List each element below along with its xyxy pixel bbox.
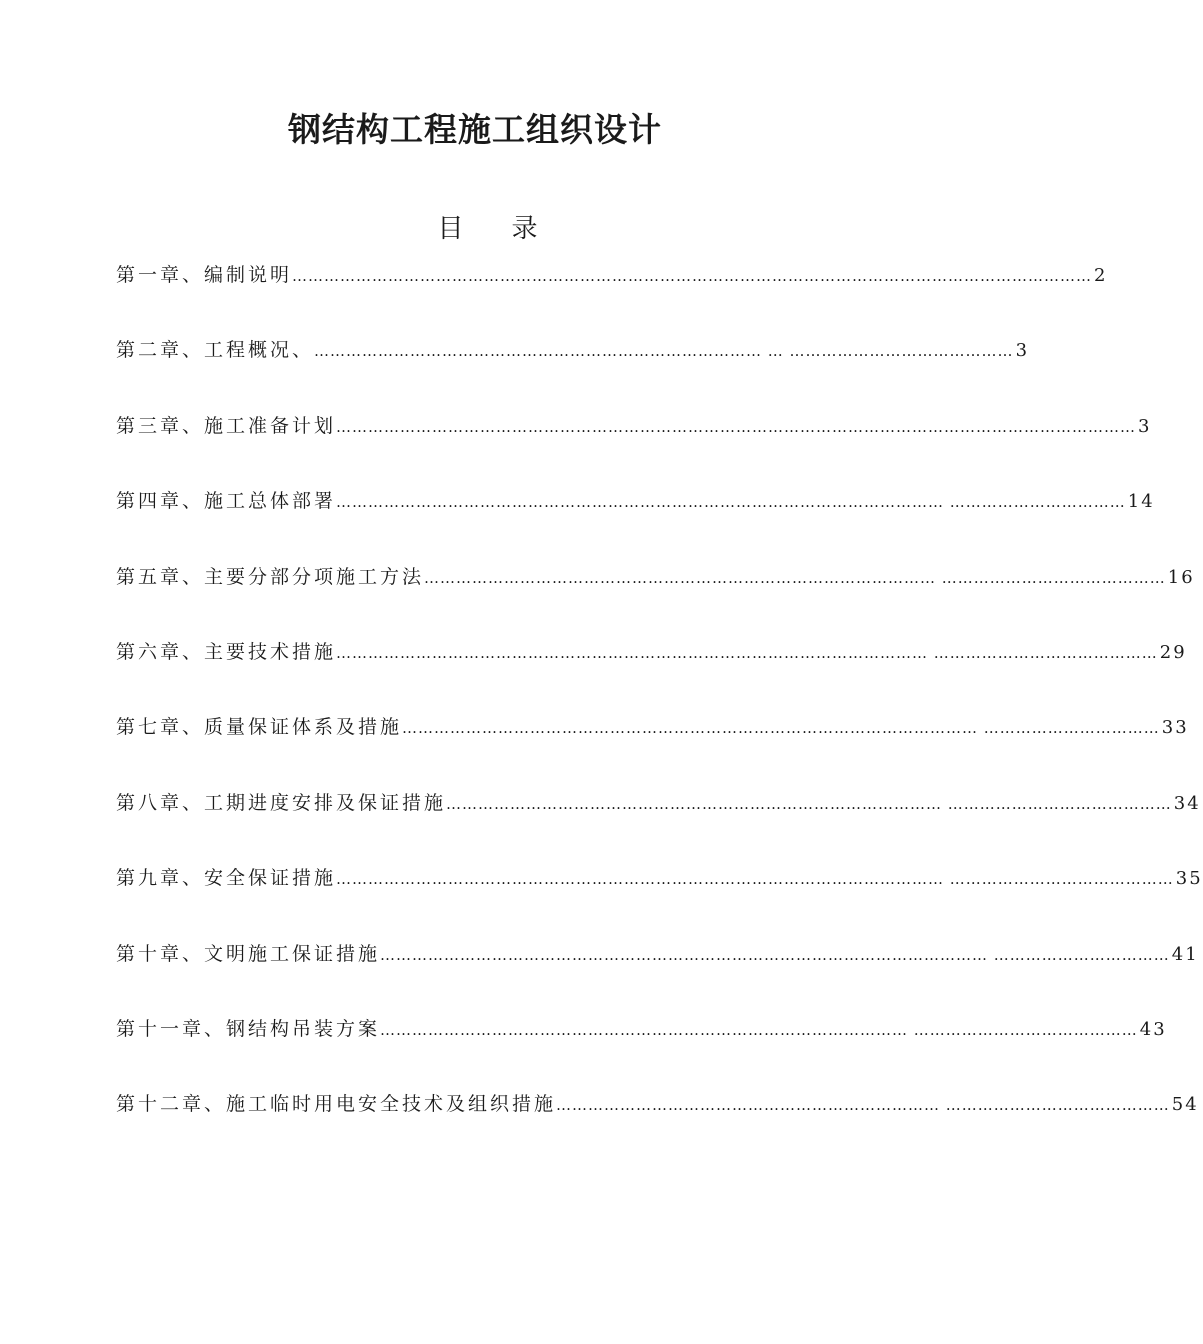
toc-entry-label: 第六章、主要技术措施 xyxy=(116,640,337,663)
toc-entry-label: 第五章、主要分部分项施工方法 xyxy=(116,565,425,588)
toc-entry-page: 34 xyxy=(1173,792,1201,814)
toc-entry[interactable] xyxy=(116,409,1152,484)
toc-entry-page: 35 xyxy=(1175,868,1203,890)
toc-entry-label: 第十二章、施工临时用电安全技术及组织措施 xyxy=(116,1093,557,1116)
table-of-contents xyxy=(116,258,1203,1163)
toc-entry-page: 54 xyxy=(1171,1094,1199,1116)
toc-entry-page: 29 xyxy=(1159,641,1187,663)
document-title: 钢结构工程施工组织设计 xyxy=(288,110,662,149)
toc-entry-leader: ……………………………………………………………… …………………………………… xyxy=(556,1096,1170,1115)
toc-entry[interactable] xyxy=(116,258,1108,333)
toc-entry-label: 第八章、工期进度安排及保证措施 xyxy=(116,791,447,814)
toc-entry-leader: …………………………………………………………………………………… …………………………………… xyxy=(424,568,1166,587)
toc-entry-label: 第四章、施工总体部署 xyxy=(116,490,337,513)
toc-entry-leader: …………………………………………………………………………………………………… …………………………… xyxy=(336,493,1126,512)
toc-entry-page: 3 xyxy=(1138,415,1152,437)
toc-entry-label: 第二章、工程概况、 xyxy=(116,339,315,362)
toc-entry-label: 第九章、安全保证措施 xyxy=(116,867,337,890)
toc-entry-label: 第十一章、钢结构吊装方案 xyxy=(116,1017,381,1040)
toc-entry[interactable] xyxy=(116,786,1201,861)
toc-entry[interactable] xyxy=(116,710,1189,785)
toc-heading-left: 目 xyxy=(437,214,464,244)
toc-heading xyxy=(0,208,975,245)
toc-entry[interactable] xyxy=(116,937,1199,1012)
toc-entry-label: 第七章、质量保证体系及措施 xyxy=(116,716,403,739)
toc-entry-page: 3 xyxy=(1015,340,1030,362)
toc-entry-page: 41 xyxy=(1171,943,1199,965)
toc-entry-page: 16 xyxy=(1167,566,1195,588)
toc-entry-leader: ……………………………………………………………………………………………… …………………………… xyxy=(402,719,1160,738)
toc-entry[interactable] xyxy=(116,560,1195,635)
toc-heading-right: 录 xyxy=(511,214,538,244)
toc-entry[interactable] xyxy=(116,484,1155,559)
toc-entry-page: 14 xyxy=(1127,491,1155,513)
toc-entry-leader: …………………………………………………………………………………………………… …………………………… xyxy=(380,945,1170,964)
toc-entry[interactable] xyxy=(116,333,1030,408)
toc-entry[interactable] xyxy=(116,1087,1199,1162)
toc-entry[interactable] xyxy=(116,1012,1167,1087)
toc-entry-page: 2 xyxy=(1094,265,1108,286)
toc-entry-page: 33 xyxy=(1161,717,1189,739)
toc-entry[interactable] xyxy=(116,635,1187,710)
toc-entry-leader: ………………………………………………………………………… … …………………………………… xyxy=(314,342,1014,361)
toc-entry[interactable] xyxy=(116,861,1203,936)
toc-entry-label: 第一章、编制说明 xyxy=(116,264,293,286)
toc-entry-leader: ………………………………………………………………………………………………… …………………………………… xyxy=(336,643,1158,662)
toc-entry-label: 第十章、文明施工保证措施 xyxy=(116,942,381,965)
toc-entry-leader: ………………………………………………………………………………… …………………………………… xyxy=(446,794,1172,813)
toc-entry-leader: ……………………………………………………………………………………… …………………………………… xyxy=(380,1020,1138,1039)
toc-entry-page: 43 xyxy=(1139,1018,1167,1040)
toc-entry-leader: …………………………………………………………………………………………………………………………………… xyxy=(292,267,1093,285)
toc-entry-leader: …………………………………………………………………………………………………………………………………… xyxy=(336,417,1137,436)
toc-entry-label: 第三章、施工准备计划 xyxy=(116,414,337,437)
toc-entry-leader: …………………………………………………………………………………………………… …………………………………… xyxy=(336,870,1174,889)
